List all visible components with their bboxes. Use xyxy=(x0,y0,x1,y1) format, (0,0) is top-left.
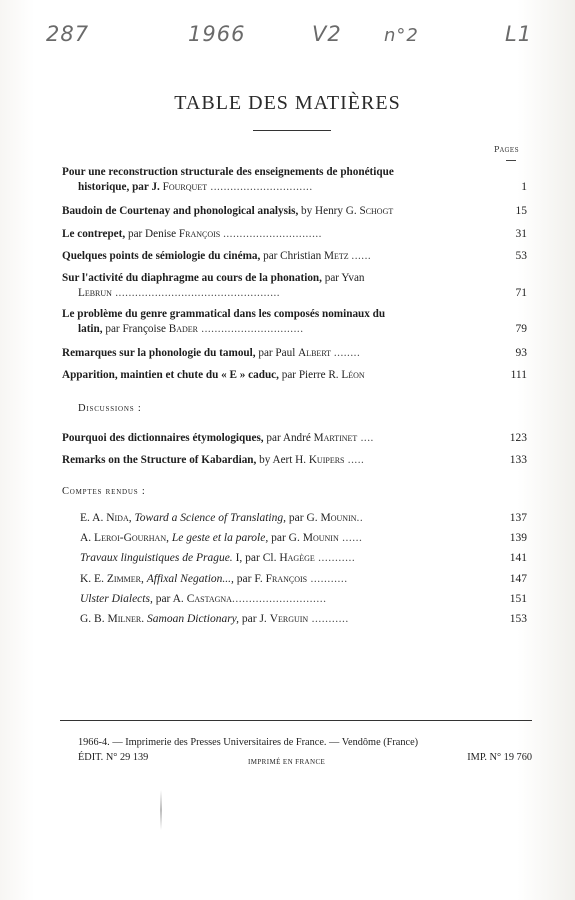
entry-author: Schogt xyxy=(359,205,394,217)
entry-title: Pour une reconstruction structurale des enseignements de phonétique xyxy=(62,166,394,178)
comptes-rendus-heading: Comptes rendus : xyxy=(62,486,146,497)
entry-author: Albert xyxy=(298,347,332,359)
entry-page: 151 xyxy=(509,593,527,605)
review-entry xyxy=(80,612,527,627)
entry-page: 31 xyxy=(515,228,527,240)
entry-author: Martinet xyxy=(313,432,358,444)
entry-author: François xyxy=(178,228,221,240)
toc-entry xyxy=(62,346,527,361)
pencil-mark xyxy=(160,790,162,830)
leader-dots: ...... xyxy=(351,250,372,262)
toc-entry xyxy=(62,271,527,301)
entry-page: 53 xyxy=(515,250,527,262)
entry-page: 71 xyxy=(515,287,527,299)
entry-page: 111 xyxy=(510,369,527,381)
leader-dots: ..... xyxy=(344,454,365,466)
review-work: Le geste et la parole, xyxy=(171,532,269,544)
reviewer: Hagège xyxy=(279,552,315,564)
entry-author: Léon xyxy=(341,369,365,381)
handwritten-code: L1 xyxy=(505,22,533,46)
entry-page: 141 xyxy=(509,552,527,564)
printed-in-france: IMPRIMÉ EN FRANCE xyxy=(248,758,326,766)
title-divider xyxy=(253,130,331,131)
printer-line: 1966-4. — Imprimerie des Presses Universitaires de France. — Vendôme (France) xyxy=(78,737,419,748)
entry-by: par J. xyxy=(239,613,270,625)
discussions-heading: Discussions : xyxy=(78,403,142,414)
entry-page: 133 xyxy=(509,454,527,466)
leader-dots: ........... xyxy=(307,573,348,585)
entry-by: I, par Cl. xyxy=(232,552,280,564)
leader-dots: ............................... xyxy=(207,181,313,193)
entry-by: par F. xyxy=(233,573,266,585)
entry-page: 153 xyxy=(509,613,527,625)
entry-by: par Pierre R. xyxy=(278,369,342,381)
toc-entry xyxy=(62,204,527,219)
leader-dots: ........... xyxy=(308,613,349,625)
reviewer: François xyxy=(265,573,308,585)
entry-by: by Aert H. xyxy=(256,454,309,466)
pages-column-dash xyxy=(506,160,516,161)
review-work: Ulster Dialects, xyxy=(80,593,153,605)
review-work: Samoan Dictionary, xyxy=(147,613,240,625)
entry-author: Lebrun xyxy=(78,287,112,299)
entry-title: Apparition, maintien et chute du « E » caduc, xyxy=(62,369,279,381)
entry-by: par André xyxy=(263,432,314,444)
review-entry xyxy=(80,572,527,587)
leader-dots: ........ xyxy=(333,347,361,359)
toc-entry xyxy=(62,307,527,337)
leader-dots: ...... xyxy=(338,532,363,544)
handwritten-volume: V2 xyxy=(312,22,342,46)
leader-dots: .............................. xyxy=(223,228,322,240)
entry-page: 139 xyxy=(509,532,527,544)
impression-number: IMP. N° 19 760 xyxy=(467,752,532,763)
review-entry xyxy=(80,551,527,566)
review-work: Affixal Negation..., xyxy=(146,573,234,585)
entry-page: 79 xyxy=(515,323,527,335)
entry-page: 15 xyxy=(515,205,527,217)
entry-page: 123 xyxy=(509,432,527,444)
toc-entry xyxy=(62,368,527,383)
discussion-entry xyxy=(62,453,527,468)
entry-by: par Paul xyxy=(255,347,299,359)
leader-dots: .. xyxy=(356,512,364,524)
entry-by: par Denise xyxy=(125,228,179,240)
entry-title: Remarques sur la phonologie du tamoul, xyxy=(62,347,256,359)
entry-title: historique, par J. xyxy=(78,181,163,193)
entry-title: Quelques points de sémiologie du cinéma, xyxy=(62,250,261,262)
entry-by: par Christian xyxy=(260,250,324,262)
review-work: Toward a Science of Translating, xyxy=(134,512,287,524)
entry-title: Le contrepet, xyxy=(62,228,126,240)
footer-divider xyxy=(60,720,532,721)
toc-entry xyxy=(62,249,527,264)
entry-page: 137 xyxy=(509,512,527,524)
entry-by: par G. xyxy=(286,512,321,524)
review-work: Travaux linguistiques de Prague. xyxy=(80,552,233,564)
entry-page: 93 xyxy=(515,347,527,359)
entry-page: 1 xyxy=(521,181,527,193)
page-title: TABLE DES MATIÈRES xyxy=(174,92,401,114)
leader-dots: ............................ xyxy=(231,593,327,605)
reviewer: Mounin xyxy=(320,512,357,524)
leader-dots: .................................................. xyxy=(111,287,281,299)
review-entry xyxy=(80,531,527,546)
leader-dots: .... xyxy=(357,432,374,444)
toc-entry xyxy=(62,227,527,242)
review-entry xyxy=(80,592,527,607)
handwritten-number: 287 xyxy=(46,22,90,46)
handwritten-year: 1966 xyxy=(188,22,246,46)
review-author: E. A. Nida, xyxy=(80,512,132,524)
entry-author: Bader xyxy=(168,323,198,335)
entry-title: Pourquoi des dictionnaires étymologiques, xyxy=(62,432,264,444)
pages-column-label: Pages xyxy=(494,145,519,154)
entry-author: Metz xyxy=(324,250,349,262)
entry-title: Baudoin de Courtenay and phonological analysis, xyxy=(62,205,299,217)
discussion-entry xyxy=(62,431,527,446)
entry-author: Fourquet xyxy=(162,181,208,193)
review-author: G. B. Milner. xyxy=(80,613,145,625)
entry-title: Sur l'activité du diaphragme au cours de la phonation, xyxy=(62,272,322,284)
leader-dots: ............................... xyxy=(197,323,304,335)
handwritten-issue: n°2 xyxy=(384,25,419,46)
entry-page: 147 xyxy=(509,573,527,585)
edition-number: ÉDIT. N° 29 139 xyxy=(78,752,149,763)
review-author: K. E. Zimmer, xyxy=(80,573,144,585)
entry-by: par A. xyxy=(152,593,187,605)
entry-by: par Yvan xyxy=(321,272,365,284)
toc-entry xyxy=(62,165,527,195)
entry-title: latin, xyxy=(78,323,103,335)
reviewer: Castagna xyxy=(186,593,232,605)
reviewer: Mounin xyxy=(302,532,339,544)
entry-by: by Henry G. xyxy=(298,205,360,217)
entry-author: Kuipers xyxy=(308,454,345,466)
entry-title: Remarks on the Structure of Kabardian, xyxy=(62,454,257,466)
reviewer: Verguin xyxy=(269,613,309,625)
leader-dots: ........... xyxy=(314,552,356,564)
entry-by: par Françoise xyxy=(102,323,169,335)
review-author: A. Leroi-Gourhan, xyxy=(80,532,169,544)
entry-by: par G. xyxy=(268,532,303,544)
review-entry xyxy=(80,511,527,526)
entry-title: Le problème du genre grammatical dans les composés nominaux du xyxy=(62,308,386,320)
